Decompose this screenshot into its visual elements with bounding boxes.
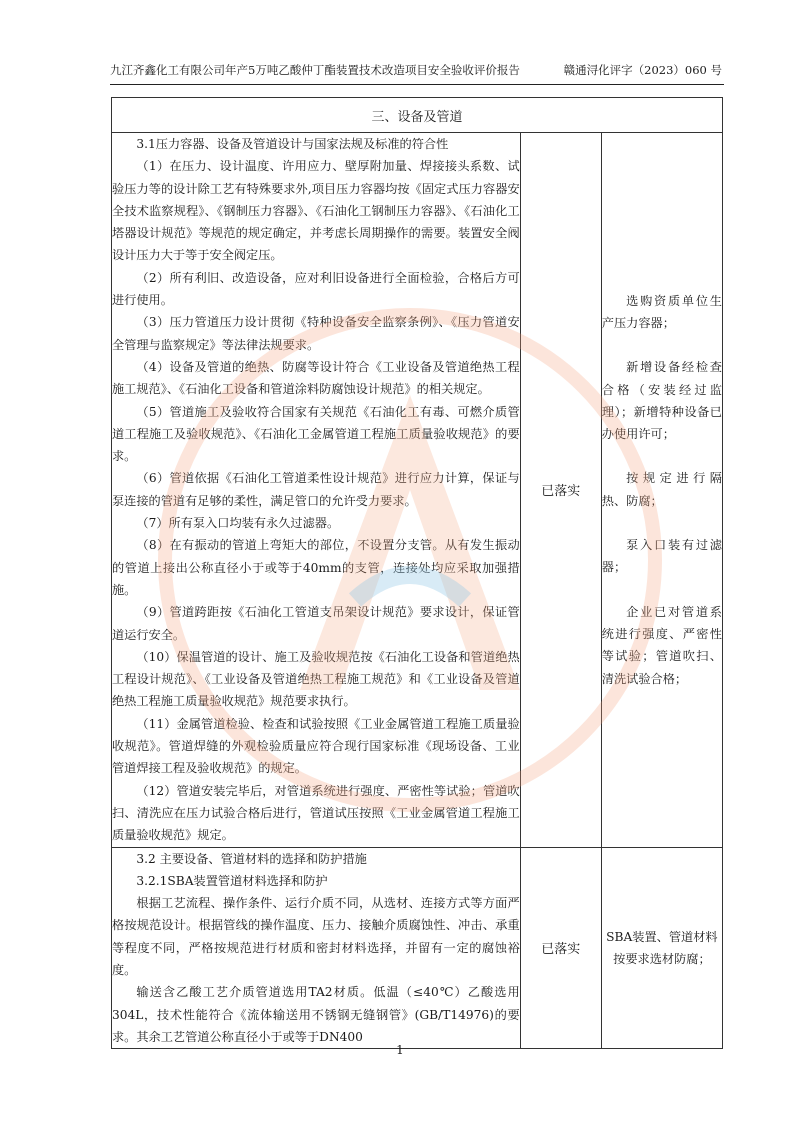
table-row (112, 133, 723, 848)
note-text: 按规定进行隔热、防腐； (601, 471, 722, 508)
paragraph: （4）设备及管道的绝热、防腐等设计符合《工业设备及管道绝热工程施工规范》、《石油化工设备和管道涂料防腐蚀设计规范》的相关规定。 (112, 359, 520, 397)
paragraph: （8）在有振动的管道上弯矩大的部位，不设置分支管。从有发生振动的管道上接出公称直径小于或等于40mm的支管，连接处均应采取加强措施。 (112, 538, 520, 597)
paragraph: （9）管道跨距按《石油化工管道支吊架设计规范》要求设计，保证管道运行安全。 (112, 605, 520, 642)
paragraph: 3.2.1SBA装置管道材料选择和防护 (136, 873, 328, 888)
paragraph: （6）管道依据《石油化工管道柔性设计规范》进行应力计算，保证与泵连接的管道有足够的柔性，满足管口的允许受力要求。 (112, 471, 520, 508)
section-title: 三、设备及管道 (112, 98, 723, 133)
requirement-cell (112, 133, 521, 848)
header-rule (110, 84, 724, 85)
note-text: 泵入口装有过滤器； (601, 538, 722, 575)
note-text: 新增设备经检查合格（安装经过监理）；新增特种设备已办使用许可； (601, 360, 722, 442)
report-title: 九江齐鑫化工有限公司年产5万吨乙酸仲丁酯装置技术改造项目安全验收评价报告 (110, 63, 520, 77)
paragraph: （2）所有利旧、改造设备，应对利旧设备进行全面检验，合格后方可进行使用。 (112, 270, 520, 308)
note-text: 企业已对管道系统进行强度、严密性等试验；管道吹扫、清洗试验合格； (601, 604, 722, 686)
status-cell: 已落实 (520, 847, 601, 1049)
requirement-cell (112, 847, 521, 1049)
note-text: 选购资质单位生产压力容器； (601, 293, 722, 330)
paragraph: 根据工艺流程、操作条件、运行介质不同，从选材、连接方式等方面严格按规范设计。根据管线的操作温度、压力、接触介质腐蚀性、冲击、承重等程度不同，严格按规范进行材质和密封材料选择，并留有一定的腐蚀裕度。 (112, 896, 520, 977)
paragraph: 3.1压力容器、设备及管道设计与国家法规及标准的符合性 (136, 137, 449, 151)
note-cell (601, 133, 722, 848)
section-title-row (112, 98, 723, 133)
paragraph: （3）压力管道压力设计贯彻《特种设备安全监察条例》、《压力管道安全管理与监察规定》等法律法规要求。 (112, 315, 520, 352)
page-header (110, 62, 722, 78)
paragraph: （10）保温管道的设计、施工及验收规范按《石油化工设备和管道绝热工程设计规范》、《工业设备及管道绝热工程施工规范》和《工业设备及管道绝热工程施工质量验收规范》规范要求执行。 (112, 649, 520, 709)
status-cell: 已落实 (520, 133, 601, 848)
page-number: 1 (396, 1043, 404, 1057)
table-row (112, 847, 723, 1049)
inspection-table (111, 97, 723, 1049)
paragraph: （12）管道安装完毕后，对管道系统进行强度、严密性等试验；管道吹扫、清洗应在压力试验合格后进行，管道试压按照《工业金属管道工程施工质量验收规范》规定。 (112, 783, 520, 843)
paragraph: （7）所有泵入口均装有永久过滤器。 (136, 516, 340, 531)
paragraph: 输送含乙酸工艺介质管道选用TA2材质。低温（≤40℃）乙酸选用304L，技术性能符合《流体输送用不锈钢无缝钢管》(GB/T14976)的要求。其余工艺管道公称直径小于或等于DN400 (112, 985, 520, 1044)
paragraph: 3.2 主要设备、管道材料的选择和防护措施 (136, 851, 367, 866)
note-cell (601, 847, 722, 1049)
paragraph: （1）在压力、设计温度、许用应力、壁厚附加量、焊接接头系数、试验压力等的设计除工艺有特殊要求外,项目压力容器均按《固定式压力容器安全技术监察规程》、《钢制压力容器》、《石油化工钢制压力容器》、《石油化工塔器设计规范》等规范的规定确定，并考虑长周期操作的需要。装置安全阀设计压力大于等于安全阀定压。 (112, 159, 520, 263)
paragraph: （5）管道施工及验收符合国家有关规范《石油化工有毒、可燃介质管道工程施工及验收规范》、《石油化工金属管道工程施工质量验收规范》的要求。 (112, 404, 520, 464)
document-number: 赣通浔化评字（2023）060 号 (563, 63, 722, 77)
paragraph: （11）金属管道检验、检查和试验按照《工业金属管道工程施工质量验收规范》。管道焊缝的外观检验质量应符合现行国家标准《现场设备、工业管道焊接工程及验收规范》的规定。 (112, 716, 520, 776)
note-text: SBA装置、管道材料按要求选材防腐； (606, 929, 718, 966)
